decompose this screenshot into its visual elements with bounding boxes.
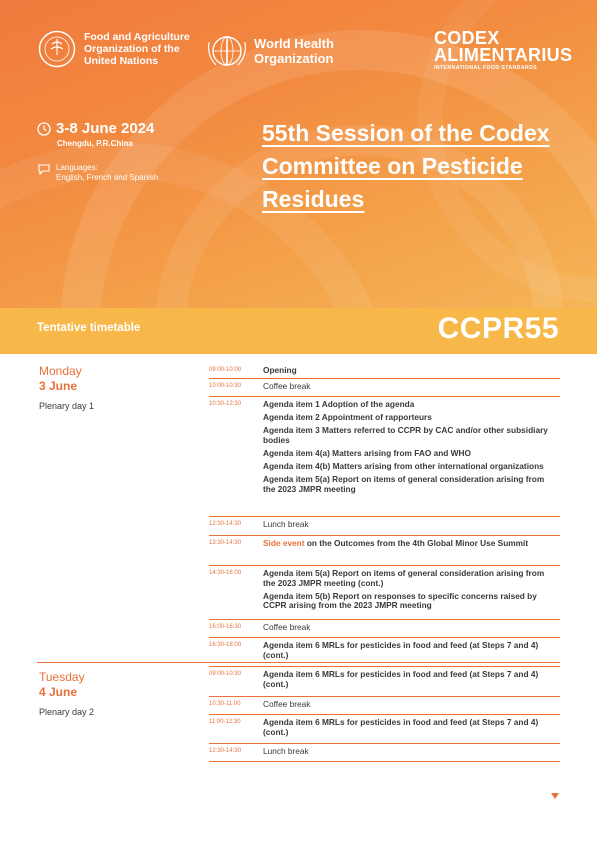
- session-content: [263, 520, 555, 533]
- timetable-row: [209, 637, 560, 667]
- plenary-label: Plenary day 2: [39, 707, 95, 717]
- timetable-row: [209, 666, 560, 697]
- timetable-row: [209, 516, 560, 536]
- timetable-row: [209, 535, 560, 566]
- timetable-row: [209, 619, 560, 638]
- fao-logo: [38, 30, 194, 68]
- side-event-label: Side event: [263, 538, 305, 548]
- session-code: CCPR55: [437, 312, 559, 345]
- time-slot: 12:30-14:30: [209, 521, 242, 527]
- session-title: 55th Session of the Codex Committee on Pesticide Residues: [262, 120, 550, 212]
- time-slot: 10:30-12:30: [209, 401, 242, 407]
- time-slot: 12:30-14:30: [209, 748, 242, 754]
- date-text: 3-8 June 2024: [56, 120, 155, 137]
- timetable-row: [209, 378, 560, 397]
- clock-icon: [37, 122, 51, 136]
- agenda-item: Agenda item 2 Appointment of rapporteurs: [263, 412, 432, 423]
- codex-logo: [434, 28, 573, 71]
- timetable-row: [209, 696, 560, 715]
- timetable-label: Tentative timetable: [37, 322, 141, 334]
- day-monday: [39, 364, 94, 411]
- agenda-item: Agenda item 6 MRLs for pesticides in food and feed (at Steps 7 and 4) (cont.): [263, 669, 539, 689]
- languages: [37, 163, 158, 183]
- timetable-row: [209, 714, 560, 744]
- timetable-row: [209, 743, 560, 762]
- codex-name: CODEX ALIMENTARIUS: [434, 28, 573, 65]
- session-content: [263, 700, 555, 713]
- agenda-item: Agenda item 4(a) Matters arising from FAO and WHO: [263, 447, 471, 458]
- timetable-row: [209, 565, 560, 620]
- agenda-item: Agenda item 5(a) Report on items of general consideration arising from the 2023 JMPR meeting: [263, 474, 545, 494]
- timetable-row: [209, 396, 560, 517]
- agenda-item: Agenda item 5(b) Report on responses to specific concerns raised by CCPR arising from the 2023 JMPR meeting: [263, 590, 537, 611]
- side-event-text: on the Outcomes from the 4th Global Minor Use Summit: [304, 538, 529, 548]
- time-slot: 16:30-18:00: [209, 642, 242, 648]
- fao-logo-icon: [38, 30, 76, 68]
- fao-name: Food and Agriculture Organization of the United Nations: [84, 31, 190, 67]
- agenda-item: Lunch break: [263, 519, 309, 529]
- agenda-item: Coffee break: [263, 381, 311, 391]
- languages-label: Languages:: [56, 163, 98, 172]
- agenda-item: [263, 539, 555, 549]
- speech-bubble-icon: [37, 163, 51, 175]
- day-name: Monday: [39, 364, 82, 378]
- agenda-item: Lunch break: [263, 746, 309, 756]
- day-name: Tuesday: [39, 670, 85, 684]
- day-date: 4 June: [39, 685, 78, 699]
- who-logo-icon: [206, 32, 248, 70]
- day-date: 3 June: [39, 379, 78, 393]
- time-slot: 14:30-16:00: [209, 570, 242, 576]
- who-logo: [206, 32, 354, 70]
- agenda-item: Agenda item 4(b) Matters arising from other international organizations: [263, 460, 544, 471]
- session-content: [263, 670, 555, 693]
- timetable-band: [0, 308, 597, 354]
- who-name: World Health Organization: [254, 36, 334, 66]
- time-slot: 10:00-10:30: [209, 383, 242, 389]
- chevron-down-icon[interactable]: [551, 793, 559, 799]
- agenda-item: Agenda item 3 Matters referred to CCPR by CAC and/or other subsidiary bodies: [263, 425, 548, 445]
- agenda-item: Coffee break: [263, 622, 311, 632]
- timetable-row: [209, 362, 560, 379]
- time-slot: 09:00-10:30: [209, 671, 242, 677]
- day-tuesday: [39, 670, 94, 717]
- agenda-item: Agenda item 1 Adoption of the agenda: [263, 399, 415, 409]
- session-content: [263, 539, 555, 552]
- session-content: [263, 747, 555, 760]
- time-slot: 11:00-12:30: [209, 719, 241, 725]
- session-content: [263, 641, 555, 664]
- session-content: [263, 718, 555, 741]
- agenda-item: Opening: [263, 365, 297, 375]
- agenda-item: Agenda item 6 MRLs for pesticides in food and feed (at Steps 7 and 4) (cont.): [263, 717, 539, 737]
- agenda-item: Agenda item 6 MRLs for pesticides in food and feed (at Steps 7 and 4) (cont.): [263, 640, 539, 660]
- session-content: [263, 623, 555, 636]
- time-slot: 09:00-10:00: [209, 367, 242, 373]
- session-content: [263, 382, 555, 395]
- time-slot: 13:30-14:30: [209, 540, 242, 546]
- codex-subtitle: INTERNATIONAL FOOD STANDARDS: [434, 65, 538, 71]
- city-text: Chengdu, P.R.China: [57, 139, 133, 148]
- agenda-item: Agenda item 5(a) Report on items of general consideration arising from the 2023 JMPR meeting (cont.): [263, 568, 545, 588]
- time-slot: 16:00-16:30: [209, 624, 242, 630]
- time-slot: 10:30-11:00: [209, 701, 241, 707]
- languages-list: English, French and Spanish: [56, 173, 159, 182]
- event-date: [37, 120, 154, 148]
- session-content: [263, 569, 555, 614]
- plenary-label: Plenary day 1: [39, 401, 95, 411]
- header-banner: [0, 0, 597, 308]
- session-content: [263, 400, 555, 498]
- agenda-item: Coffee break: [263, 699, 311, 709]
